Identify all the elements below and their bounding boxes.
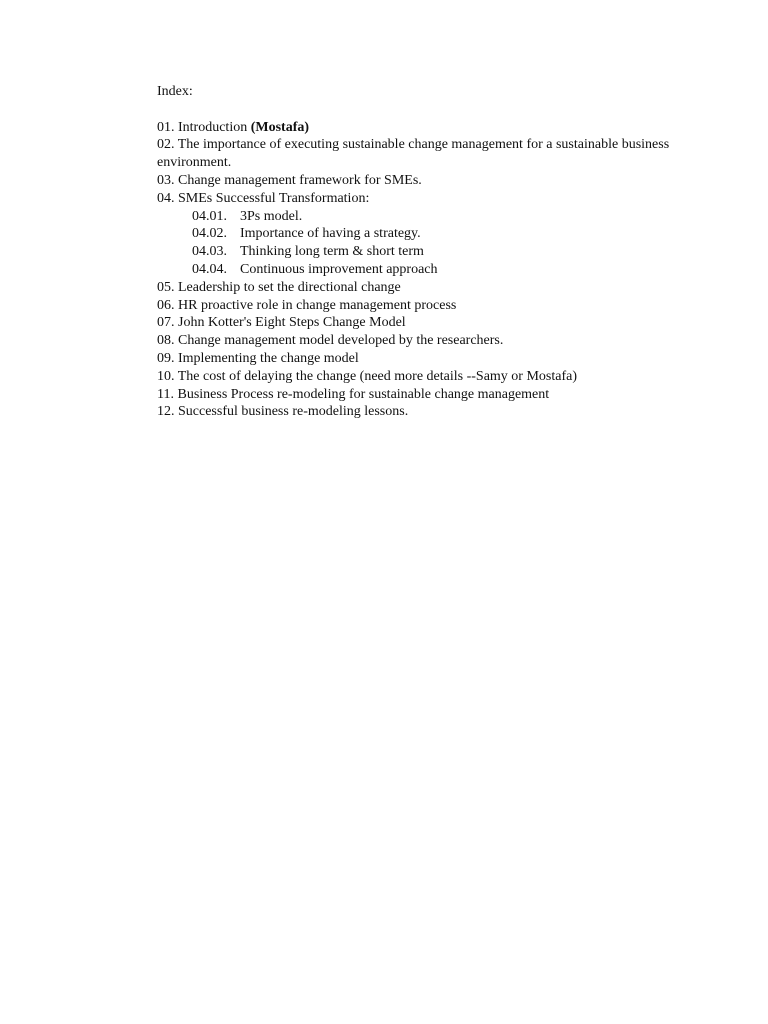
subitem-number: 04.03. [192, 244, 227, 260]
item-text: Leadership to set the directional change [178, 279, 401, 295]
item-number: 02. [157, 137, 175, 153]
item-text: John Kotter's Eight Steps Change Model [178, 315, 406, 331]
item-text: Change management model developed by the researchers. [178, 333, 504, 349]
subitem-text: Importance of having a strategy. [240, 226, 421, 242]
item-text: SMEs Successful Transformation: [178, 190, 370, 206]
item-text: The cost of delaying the change (need more details --Samy or Mostafa) [177, 368, 577, 384]
subitem-text: Thinking long term & short term [240, 244, 424, 260]
item-text: Implementing the change model [178, 350, 359, 366]
item-number: 09. [157, 350, 175, 366]
index-item-08 [157, 332, 687, 350]
index-item-06 [157, 297, 687, 315]
subitem-number: 04.04. [192, 261, 227, 277]
item-number: 04. [157, 190, 175, 206]
document-page [157, 83, 687, 421]
index-item-04 [157, 190, 687, 208]
index-heading: Index: [157, 84, 193, 99]
item-number: 12. [157, 404, 175, 420]
item-number: 11. [157, 386, 174, 402]
item-text: Business Process re-modeling for sustainable change management [177, 386, 550, 402]
item-text: Successful business re-modeling lessons. [178, 404, 409, 420]
item-number: 03. [157, 172, 175, 188]
index-item-11 [157, 386, 687, 404]
index-item-07 [157, 314, 687, 332]
index-subitem-04-01 [157, 208, 687, 226]
index-item-03 [157, 172, 687, 190]
index-subitem-04-04 [157, 261, 687, 279]
index-item-01 [157, 119, 687, 137]
item-text: HR proactive role in change management process [178, 297, 457, 313]
subitem-text: 3Ps model. [240, 208, 303, 224]
subitem-text: Continuous improvement approach [240, 261, 438, 277]
item-author-bold: (Mostafa) [250, 119, 310, 135]
item-text: The importance of executing sustainable change management for a sustainable business environment. [157, 137, 670, 171]
item-number: 10. [157, 368, 175, 384]
item-number: 07. [157, 315, 175, 331]
index-subitem-04-02 [157, 225, 687, 243]
item-number: 01. [157, 119, 175, 135]
item-text: Introduction [178, 119, 251, 135]
item-number: 06. [157, 297, 175, 313]
subitem-number: 04.01. [192, 208, 227, 224]
index-item-05 [157, 279, 687, 297]
index-item-09 [157, 350, 687, 368]
item-text: Change management framework for SMEs. [178, 172, 422, 188]
index-item-12 [157, 403, 687, 421]
item-number: 08. [157, 333, 175, 349]
subitem-number: 04.02. [192, 226, 227, 242]
item-number: 05. [157, 279, 175, 295]
index-item-02 [157, 136, 687, 172]
index-subitem-04-03 [157, 243, 687, 261]
index-item-10 [157, 368, 687, 386]
